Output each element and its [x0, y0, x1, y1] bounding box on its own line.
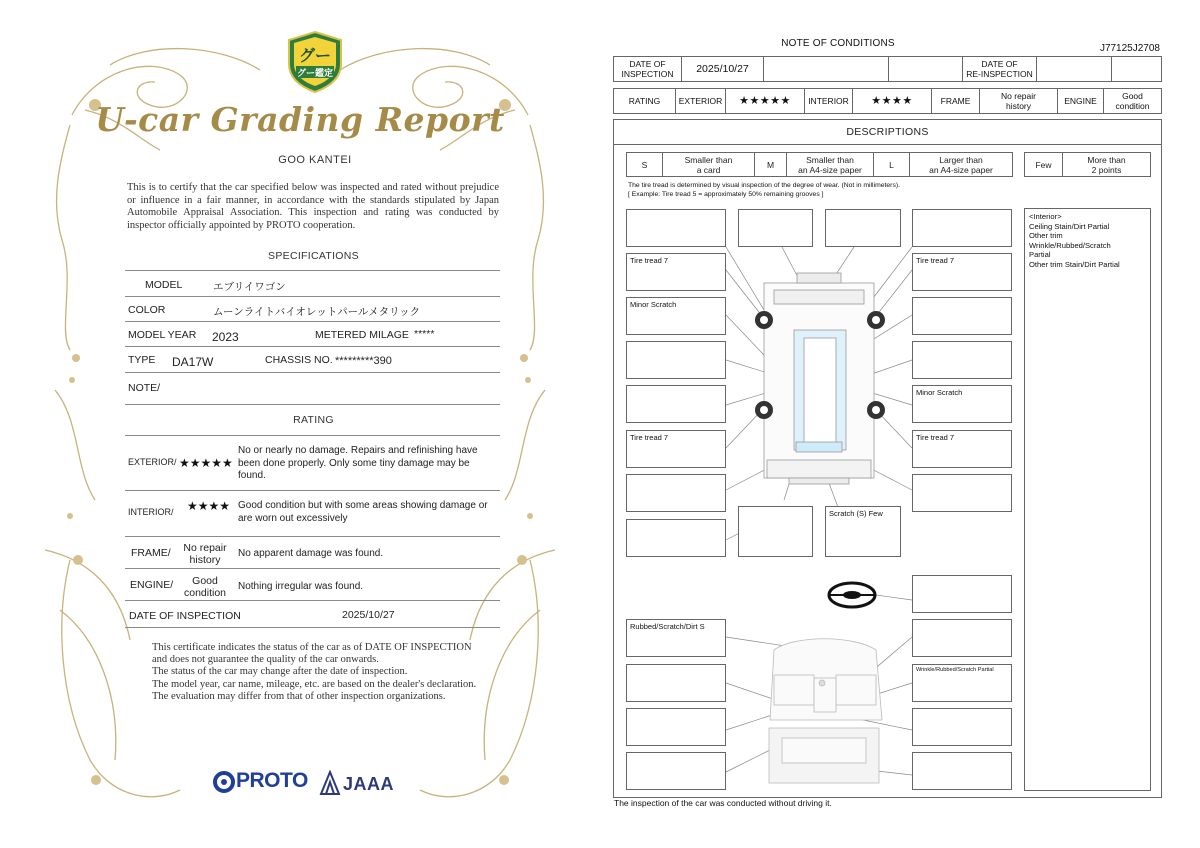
few-legend	[1024, 152, 1151, 177]
interior-label: INTERIOR/	[128, 507, 174, 517]
certificate-footer	[152, 642, 482, 703]
note-box-right-tire-front: Tire tread 7	[912, 253, 1012, 291]
value-line: condition	[1115, 101, 1150, 111]
empty-cell	[1112, 57, 1161, 81]
goo-kantei-badge-icon	[286, 30, 344, 94]
note-box-rear-scratch: Scratch (S) Few	[825, 506, 901, 557]
footer-line: The evaluation may differ from that of other inspection organizations.	[152, 690, 446, 702]
note-box	[912, 619, 1012, 657]
chassis-value: *********390	[335, 355, 392, 367]
proto-logo-icon	[212, 770, 236, 794]
note-box	[626, 708, 726, 746]
note-box	[626, 474, 726, 512]
reinspection-label	[963, 57, 1037, 81]
note-box	[626, 519, 726, 557]
note-box	[738, 209, 813, 247]
note-title: NOTE OF CONDITIONS	[781, 38, 895, 49]
frame-value	[178, 542, 232, 566]
legend-line: Larger than	[939, 154, 983, 165]
footer-line: This certificate indicates the status of the car as of DATE OF INSPECTION and does not guarantee the quality of the car onwards.	[152, 642, 472, 666]
jaaa-logo: JAAA	[343, 774, 395, 794]
engine-label: ENGINE	[1058, 89, 1104, 113]
date-label: DATE OF INSPECTION	[129, 610, 241, 622]
divider	[125, 435, 500, 436]
tire-note-line: The tire tread is determined by visual inspection of the degree of wear. (Not in millimeters).	[628, 182, 900, 189]
color-label: COLOR	[128, 304, 166, 316]
rating-row	[613, 88, 1162, 114]
label-line: RE-INSPECTION	[966, 69, 1033, 79]
label-line: INSPECTION	[621, 69, 674, 79]
frame-value-line: No repair	[183, 542, 227, 554]
divider	[125, 346, 500, 347]
interior-note-line: Other trim Stain/Dirt Partial	[1029, 259, 1120, 269]
specifications-heading: SPECIFICATIONS	[268, 250, 359, 262]
model-year-label: MODEL YEAR	[128, 329, 197, 341]
frame-label: FRAME	[932, 89, 980, 113]
legend-l: L	[874, 153, 910, 176]
exterior-stars: ★★★★★	[179, 456, 233, 470]
note-box	[626, 752, 726, 790]
date-row	[613, 56, 1162, 82]
interior-note-line: <Interior>	[1029, 212, 1062, 221]
legend-few: Few	[1025, 153, 1063, 176]
empty-cell	[764, 57, 889, 81]
interior-note-line: Ceiling Stain/Dirt Partial	[1029, 221, 1110, 231]
note-box	[912, 708, 1012, 746]
note-box	[626, 341, 726, 379]
engine-label: ENGINE/	[130, 579, 174, 591]
legend-s: S	[627, 153, 663, 176]
legend-line: 2 points	[1091, 164, 1122, 175]
interior-note-line: Partial	[1029, 250, 1051, 259]
tire-note-line: [ Example: Tire tread 5 = approximately 50% remaining grooves ]	[628, 191, 824, 198]
legend-line: More than	[1087, 154, 1126, 165]
svg-text:グー: グー	[298, 46, 332, 65]
frame-description: No apparent damage was found.	[238, 548, 384, 559]
color-value: ムーンライトバイオレットパールメタリック	[213, 306, 421, 318]
legend-line: Smaller than	[684, 154, 733, 165]
interior-label: INTERIOR	[805, 89, 853, 113]
exterior-label: EXTERIOR/	[128, 457, 177, 467]
value-line: No repair	[1001, 91, 1036, 101]
note-box	[912, 752, 1012, 790]
note-box	[912, 474, 1012, 512]
interior-note-line: Other trim	[1029, 231, 1063, 240]
note-box-interior-rubbed: Rubbed/Scratch/Dirt S	[626, 619, 726, 657]
label-line: DATE OF	[629, 59, 666, 69]
engine-value-line: Good	[192, 575, 218, 587]
metered-mileage-label: METERED MILAGE	[315, 329, 409, 341]
note-label: NOTE/	[128, 382, 161, 394]
engine-value	[178, 575, 232, 599]
value-line: history	[1005, 101, 1032, 111]
divider	[125, 600, 500, 601]
frame-value-line: history	[189, 554, 221, 566]
frame-value	[980, 89, 1058, 113]
note-box-left-tire-front: Tire tread 7	[626, 253, 726, 291]
model-value: エブリイワゴン	[213, 281, 286, 293]
note-box-left-tire-rear: Tire tread 7	[626, 430, 726, 468]
note-box-right-tire-rear: Tire tread 7	[912, 430, 1012, 468]
note-box-left-minor-scratch: Minor Scratch	[626, 297, 726, 335]
chassis-label: CHASSIS NO.	[265, 354, 333, 366]
legend-line: a card	[696, 164, 721, 175]
report-id: J77125J2708	[1099, 43, 1160, 54]
note-box	[912, 297, 1012, 335]
svg-text:グー鑑定: グー鑑定	[296, 69, 334, 79]
type-value: DA17W	[172, 355, 214, 369]
certificate-subtitle: GOO KANTEI	[278, 154, 352, 166]
divider	[125, 321, 500, 322]
note-box-right-minor-scratch: Minor Scratch	[912, 385, 1012, 423]
divider	[125, 404, 500, 405]
divider	[125, 296, 500, 297]
interior-description: Good condition but with some areas showing damage or are worn out excessively	[238, 500, 488, 524]
note-box	[912, 341, 1012, 379]
descriptions-heading: DESCRIPTIONS	[614, 120, 1161, 145]
legend-few-desc	[1063, 153, 1150, 176]
interior-notes	[1024, 208, 1151, 791]
metered-mileage-value: *****	[414, 328, 435, 340]
note-box	[626, 209, 726, 247]
divider	[125, 490, 500, 491]
rating-label: RATING	[614, 89, 676, 113]
model-label: MODEL	[145, 279, 183, 291]
divider	[125, 536, 500, 537]
certificate-intro: This is to certify that the car specified below was inspected and rated without prejudice or influence in a fair manner, in accordance with the standards stipulated by Japan Automobile Appraisal Association. This inspection and rating was conducted by inspector officially appointed by PROTO cooperation.	[127, 182, 499, 231]
certificate-title: U-car Grading Report	[95, 100, 505, 139]
exterior-label: EXTERIOR	[676, 89, 726, 113]
type-label: TYPE	[128, 354, 156, 366]
empty-cell	[889, 57, 963, 81]
date-of-inspection-value: 2025/10/27	[682, 57, 764, 81]
note-box	[626, 385, 726, 423]
exterior-stars: ★★★★★	[726, 89, 805, 113]
legend-m: M	[755, 153, 787, 176]
footer-line: The model year, car name, mileage, etc. are based on the dealer's declaration.	[152, 678, 477, 690]
note-footer: The inspection of the car was conducted without driving it.	[614, 798, 832, 808]
proto-logo: PROTO	[236, 769, 308, 792]
legend-line: an A4-size paper	[798, 164, 862, 175]
legend-line: an A4-size paper	[929, 164, 993, 175]
interior-stars: ★★★★	[187, 499, 231, 513]
value-line: Good	[1122, 91, 1143, 101]
note-box	[912, 575, 1012, 613]
interior-note-line: Wrinkle/Rubbed/Scratch	[1029, 240, 1111, 250]
empty-cell	[1037, 57, 1112, 81]
note-box	[912, 209, 1012, 247]
note-box	[825, 209, 901, 247]
engine-value	[1104, 89, 1161, 113]
note-box-interior-wrinkle: Wrinkle/Rubbed/Scratch Partial	[912, 664, 1012, 702]
note-box	[738, 506, 813, 557]
steering-wheel-icon	[829, 583, 875, 607]
model-year-value: 2023	[212, 330, 239, 344]
jaaa-logo-icon	[319, 770, 341, 796]
divider	[125, 270, 500, 271]
divider	[125, 372, 500, 373]
date-of-inspection-label	[614, 57, 682, 81]
label-line: DATE OF	[981, 59, 1018, 69]
exterior-description: No or nearly no damage. Repairs and refinishing have been done properly. Only some tiny damage may be found.	[238, 445, 478, 481]
divider	[125, 627, 500, 628]
interior-stars: ★★★★	[853, 89, 932, 113]
rating-heading: RATING	[293, 414, 334, 426]
footer-line: The status of the car may change after the date of inspection.	[152, 666, 408, 678]
legend-line: Smaller than	[806, 154, 854, 165]
engine-description: Nothing irregular was found.	[238, 581, 364, 592]
engine-value-line: condition	[183, 587, 227, 599]
divider	[125, 568, 500, 569]
note-box	[626, 664, 726, 702]
descriptions-panel	[613, 119, 1162, 798]
frame-label: FRAME/	[131, 547, 171, 559]
date-value: 2025/10/27	[342, 609, 395, 621]
